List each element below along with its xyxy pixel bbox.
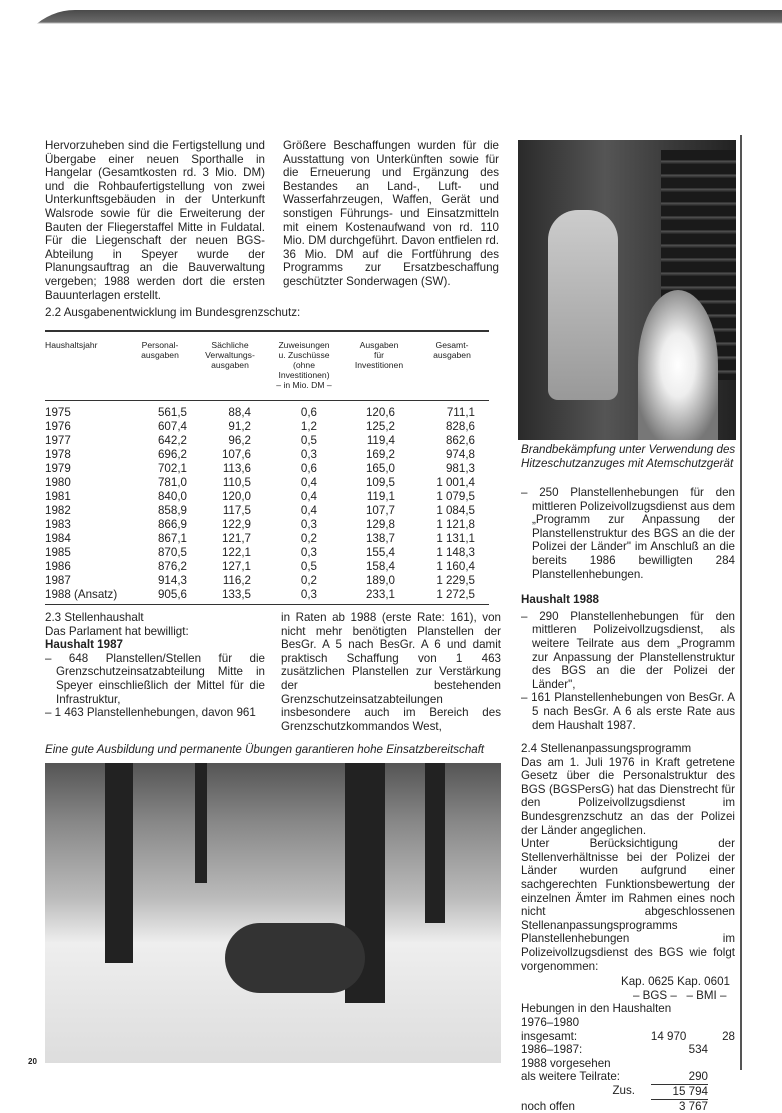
section-title: 2.3 Stellenhaushalt <box>45 611 144 624</box>
value-cell: 138,7 <box>365 532 395 545</box>
col-subheader: – BMI – <box>686 988 727 1002</box>
value: 14 970 <box>650 1029 687 1043</box>
value-cell: 914,3 <box>157 574 187 587</box>
value-cell: 1 001,4 <box>436 476 475 489</box>
column-header: Gesamt- ausgaben <box>415 331 489 401</box>
value-cell: 781,0 <box>157 476 187 489</box>
table-row <box>45 448 489 462</box>
page-number: 20 <box>28 1057 37 1066</box>
value-cell: 561,5 <box>157 406 187 419</box>
value-cell: 905,6 <box>125 588 195 605</box>
year-cell: 1981 <box>45 490 71 503</box>
expenditure-table <box>45 330 489 605</box>
table-title: 2.2 Ausgabenentwicklung im Bundesgrenzschutz: <box>45 306 301 319</box>
table-row <box>45 462 489 476</box>
section-intro: Das Parlament hat bewilligt: <box>45 624 189 638</box>
value-cell: 0,5 <box>300 560 317 573</box>
value: 290 <box>688 1070 708 1084</box>
paragraph: Das am 1. Juli 1976 in Kraft getretene Gesetz über die Personalstruktur des BGS (BGSPersG) hat das Dienstrecht für den Polizeivollzugsdienst im Bundesgrenzschutz an das der Polizei der Länder angeglichen. <box>521 755 735 837</box>
value-cell: 116,2 <box>222 574 251 587</box>
table-row <box>45 490 489 504</box>
column-header: Zuweisungen u. Zuschüsse (ohne Investitionen) – in Mio. DM – <box>265 331 343 401</box>
value-cell: 840,0 <box>157 490 187 503</box>
hebungen-table <box>521 975 735 1113</box>
value-cell: 0,6 <box>300 462 317 475</box>
value-cell: 1 229,5 <box>436 574 475 587</box>
col-subheader: – BGS – <box>633 988 677 1002</box>
row-label: noch offen <box>521 1099 575 1113</box>
value-cell: 122,9 <box>221 518 251 531</box>
year-cell: 1982 <box>45 504 71 517</box>
value-cell: 189,0 <box>365 574 395 587</box>
value: 3 767 <box>678 1099 708 1113</box>
year-cell: 1986 <box>45 560 71 573</box>
row-label: 1986–1987: <box>521 1043 583 1057</box>
value-cell: 0,4 <box>300 490 317 503</box>
value-cell: 155,4 <box>365 546 395 559</box>
row-label: Hebungen in den Haushalten <box>521 1002 672 1016</box>
value-cell: 165,0 <box>365 462 395 475</box>
value-cell: 1 084,5 <box>436 504 475 517</box>
value-cell: 867,1 <box>157 532 187 545</box>
year-cell: 1984 <box>45 532 71 545</box>
table-row <box>45 401 489 421</box>
column-rule <box>740 135 742 1070</box>
value-cell: 122,1 <box>221 546 251 559</box>
value-cell: 607,4 <box>157 420 187 433</box>
table-row <box>45 532 489 546</box>
table-row <box>45 518 489 532</box>
value-cell: 0,6 <box>300 406 317 419</box>
list-item: – 250 Planstellenhebungen für den mittleren Polizeivollzugsdienst aus dem „Programm zur Anpassung der Planstellenstruktur des BGS an die der Polizei der Länder" im Anschluß an die bereits 1986 bewilligten 284 Planstellenhebungen. <box>521 486 735 581</box>
row-label: als weitere Teilrate: <box>521 1070 621 1084</box>
value-cell: 1 272,5 <box>415 588 489 605</box>
year-cell: 1978 <box>45 448 71 461</box>
table-row <box>45 476 489 490</box>
value-cell: 0,5 <box>300 434 317 447</box>
value-cell: 127,1 <box>221 560 251 573</box>
year-cell: 1983 <box>45 518 71 531</box>
paragraph-procurement: Größere Beschaffungen wurden für die Ausstattung von Unterkünften sowie für die Erneuerung und Ergänzung des Bestandes an Land-, Luft- und Wasserfahrzeugen, Waffen, Gerät und sonstigen Führungs- und Einsatzmitteln mit einem Kostenaufwand von rd. 110 Mio. DM durchgeführt. Davon entfielen rd. 36 Mio. DM auf die Fortführung des Programms zur Ersatzbeschaffung geschützter Sonderwagen (SW). <box>283 139 499 288</box>
value: 28 <box>722 1029 735 1043</box>
list-item: – 290 Planstellenhebungen für den mittleren Polizeivollzugsdienst, als weitere Teilrate aus dem „Programm zur Anpassung der Planstellenstruktur des BGS an die der Polizei der Länder", <box>521 609 735 691</box>
value-cell: 1 079,5 <box>436 490 475 503</box>
value-cell: 158,4 <box>365 560 395 573</box>
value-cell: 119,4 <box>366 434 395 447</box>
right-column <box>521 486 735 1113</box>
list-item: – 648 Planstellen/Stellen für die Grenzschutzeinsatzabteilung Mitte in Speyer einschließlich der Mittel für die Infrastruktur, <box>45 651 265 706</box>
paragraph-continuation: in Raten ab 1988 (erste Rate: 161), von nicht mehr benötigten Planstellen der BesGr. A 5 nach BesGr. A 6 und damit praktisch Schaffung von 1 463 zusätzlichen Planstellen zur Verstärkung der bestehenden Grenzschutzeinsatzabteilungen insbesondere auch im Bereich des Grenzschutzkommandos West, <box>281 611 501 733</box>
value-cell: 125,2 <box>365 420 395 433</box>
year-cell: 1979 <box>45 462 71 475</box>
photo-winter-exercise <box>45 763 501 1063</box>
table-row <box>45 434 489 448</box>
value-cell: 88,4 <box>228 406 251 419</box>
value-cell: 91,2 <box>228 420 251 433</box>
value-cell: 113,6 <box>222 462 251 475</box>
value-cell: 0,2 <box>300 574 317 587</box>
value-cell: 0,4 <box>300 476 317 489</box>
year-cell: 1975 <box>45 406 71 419</box>
value-cell: 862,6 <box>445 434 475 447</box>
value-cell: 110,5 <box>222 476 251 489</box>
value-cell: 642,2 <box>157 434 187 447</box>
value-cell: 711,1 <box>446 406 475 419</box>
heading-haushalt-1987: Haushalt 1987 <box>45 638 123 652</box>
table-row <box>45 574 489 588</box>
row-label: insgesamt: <box>521 1029 578 1043</box>
caption-training: Eine gute Ausbildung und permanente Übungen garantieren hohe Einsatzbereitschaft <box>45 743 485 757</box>
value-cell: 0,3 <box>300 518 317 531</box>
lower-left-block <box>45 611 501 1063</box>
value-cell: 870,5 <box>157 546 187 559</box>
year-cell: 1976 <box>45 420 71 433</box>
col-header: Kap. 0601 <box>677 975 730 989</box>
value-cell: 0,3 <box>265 588 343 605</box>
caption-firefighting: Brandbekämpfung unter Verwendung des Hitzeschutzanzuges mit Atemschutzgerät <box>521 443 736 470</box>
value-cell: 109,5 <box>365 476 395 489</box>
column-header: Sächliche Verwaltungs- ausgaben <box>195 331 265 401</box>
value-cell: 1 131,1 <box>436 532 475 545</box>
value-cell: 974,8 <box>445 448 475 461</box>
value-cell: 696,2 <box>157 448 187 461</box>
value-cell: 169,2 <box>365 448 395 461</box>
year-cell: 1988 (Ansatz) <box>45 588 125 605</box>
table-row <box>45 504 489 518</box>
table-row <box>45 420 489 434</box>
year-cell: 1977 <box>45 434 71 447</box>
value-cell: 876,2 <box>157 560 187 573</box>
col-header: Kap. 0625 <box>621 975 674 989</box>
photo-firefighting <box>518 140 736 440</box>
year-cell: 1980 <box>45 476 71 489</box>
value: 15 794 <box>651 1084 708 1100</box>
row-label: 1988 vorgesehen <box>521 1056 611 1070</box>
list-item: – 161 Planstellenhebungen von BesGr. A 5 nach BesGr. A 6 als erste Rate aus dem Haushalt 1987. <box>521 691 735 732</box>
value-cell: 0,2 <box>300 532 317 545</box>
value-cell: 0,3 <box>300 448 317 461</box>
value-cell: 1 160,4 <box>436 560 475 573</box>
header-band <box>15 10 782 130</box>
value-cell: 1,2 <box>300 420 317 433</box>
section-title: 2.4 Stellenanpassungsprogramm <box>521 742 692 756</box>
value-cell: 858,9 <box>157 504 187 517</box>
value-cell: 1 148,3 <box>436 546 475 559</box>
value-cell: 121,7 <box>221 532 251 545</box>
row-label: Zus. <box>612 1083 635 1097</box>
section-2-3 <box>45 611 265 733</box>
value-cell: 233,1 <box>343 588 415 605</box>
column-header: Haushaltsjahr <box>45 331 125 401</box>
column-header: Ausgaben für Investitionen <box>343 331 415 401</box>
value: 534 <box>688 1043 708 1057</box>
value-cell: 981,3 <box>445 462 475 475</box>
column-header: Personal- ausgaben <box>125 331 195 401</box>
value-cell: 120,6 <box>365 406 395 419</box>
value-cell: 0,4 <box>300 504 317 517</box>
paragraph: Unter Berücksichtigung der Stellenverhältnisse bei der Polizei der Länder wurden aufgrund einer sachgerechten Funktionsbewertung der einzelnen Ämter im Rahmen eines noch nicht abgeschlossenen Stellenanpassungsprogramms Planstellenhebungen im Polizeivollzugsdienst des BGS wie folgt vorgenommen: <box>521 837 735 973</box>
value-cell: 0,3 <box>300 546 317 559</box>
year-cell: 1985 <box>45 546 71 559</box>
heading-haushalt-1988: Haushalt 1988 <box>521 593 599 607</box>
value-cell: 119,1 <box>366 490 395 503</box>
list-item: – 1 463 Planstellenhebungen, davon 961 <box>45 706 256 720</box>
row-label: 1976–1980 <box>521 1015 580 1029</box>
value-cell: 702,1 <box>157 462 187 475</box>
year-cell: 1987 <box>45 574 71 587</box>
table-row <box>45 560 489 574</box>
value-cell: 133,5 <box>195 588 265 605</box>
table-row <box>45 588 489 605</box>
value-cell: 107,7 <box>365 504 395 517</box>
value-cell: 96,2 <box>228 434 251 447</box>
value-cell: 828,6 <box>445 420 475 433</box>
value-cell: 120,0 <box>221 490 251 503</box>
table-row <box>45 546 489 560</box>
paragraph-construction: Hervorzuheben sind die Fertigstellung und Übergabe einer neuen Sporthalle in Hangelar (Gesamtkosten rd. 3 Mio. DM) und die Rohbaufertigstellung von zwei Unterkunftsgebäuden in der Unterkunft Walsrode sowie für die Erweiterung der Bauten der Fliegerstaffel Mitte in Fuldatal. Für die Liegenschaft der neuen BGS-Abteilung in Speyer wurde der Planungsauftrag an die Bauverwaltung vergeben; 1988 werden dort die ersten Bauunterlagen erstellt. <box>45 139 265 302</box>
value-cell: 129,8 <box>365 518 395 531</box>
value-cell: 117,5 <box>222 504 251 517</box>
value-cell: 107,6 <box>221 448 251 461</box>
value-cell: 866,9 <box>157 518 187 531</box>
value-cell: 1 121,8 <box>436 518 475 531</box>
